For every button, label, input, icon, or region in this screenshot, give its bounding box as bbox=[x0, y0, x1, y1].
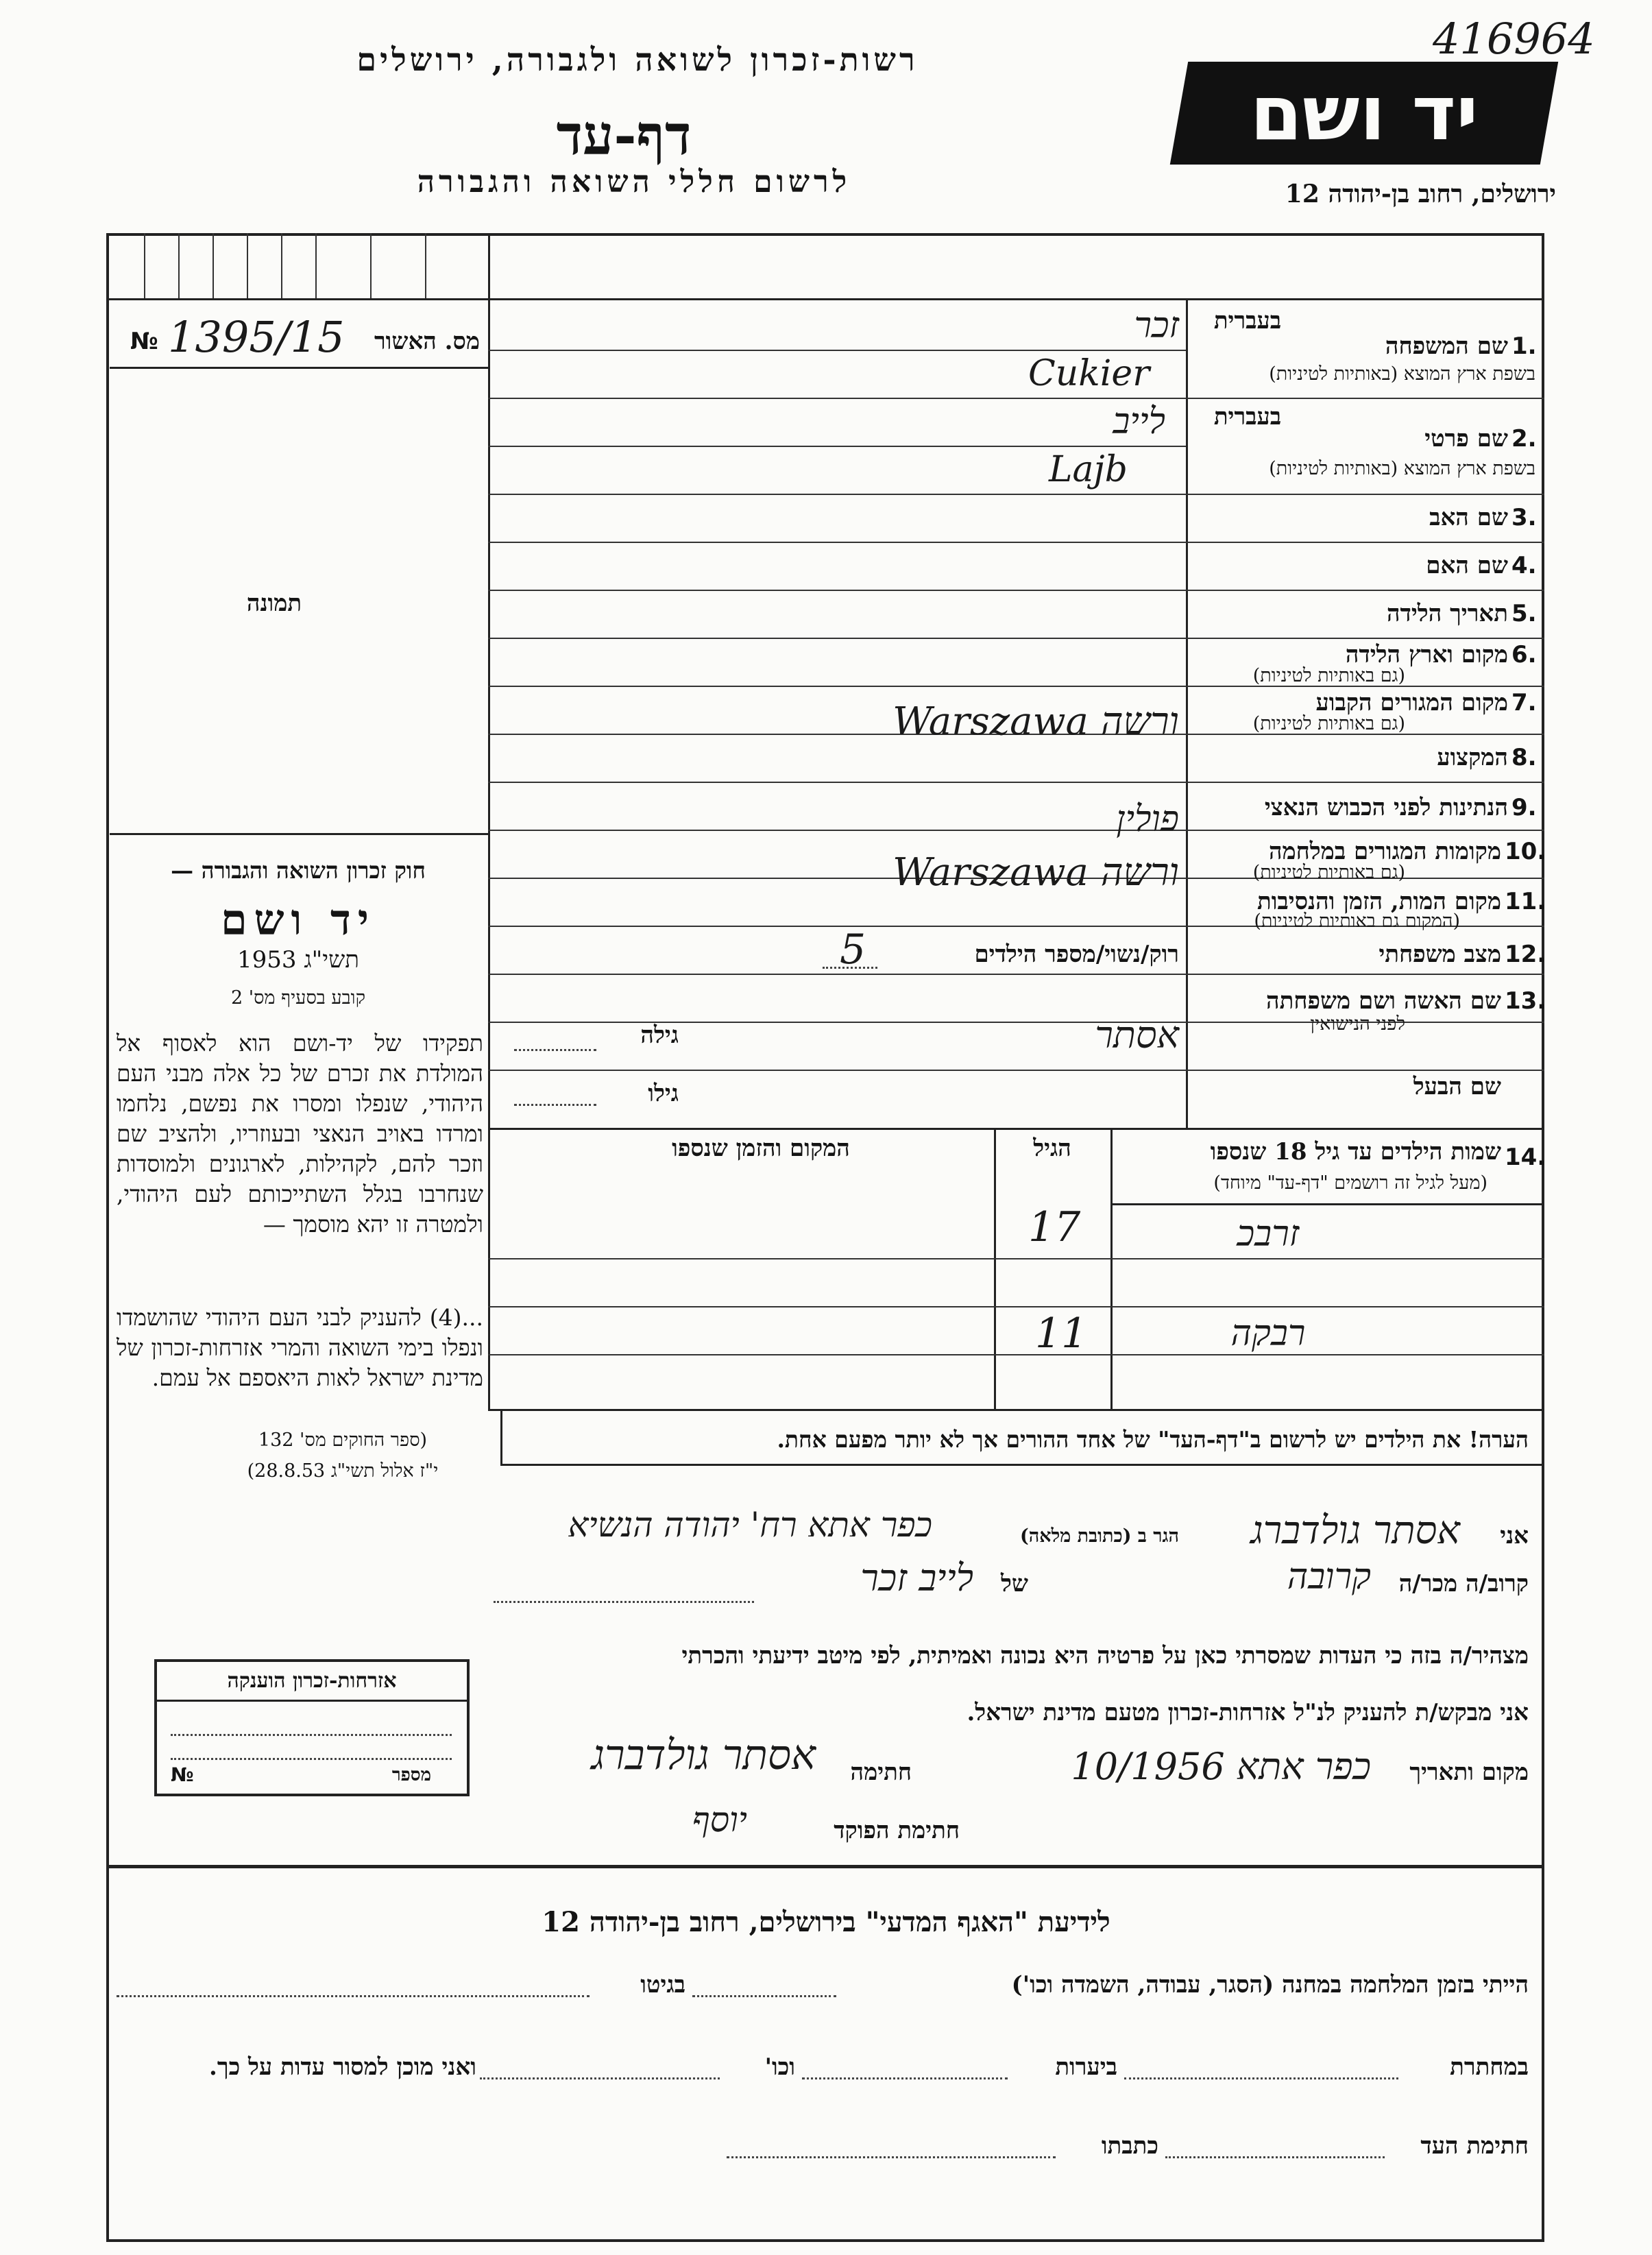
decl-place-date: כפר אתא 10/1956 bbox=[1071, 1745, 1371, 1788]
office-boxes bbox=[110, 233, 487, 298]
label-row-line bbox=[1186, 830, 1544, 831]
label-row-line bbox=[1186, 974, 1544, 975]
archive-number: 416964 bbox=[1433, 14, 1595, 64]
citizenship-no-mark: № bbox=[171, 1763, 194, 1786]
law-clause: קובע בסעיף מס' 2 bbox=[230, 987, 366, 1009]
law-para2: ...(4) להעניק לבני העם היהודי שהושמדו ונפלו בימי השואה והמרי אזרחות-זכרון של מדינת ישראל לאות היאספם אל עמם. bbox=[117, 1304, 483, 1391]
field-13-sub: לפני הנישואין bbox=[1310, 1013, 1405, 1035]
field-5-label: תאריך הלידה bbox=[1386, 600, 1508, 627]
field-7-sub: (גם באותיות לטיניות) bbox=[1252, 713, 1405, 734]
law-title: חוק זכרון השואה והגבורה — bbox=[171, 857, 426, 884]
field-2-label: שם פרטי bbox=[1424, 425, 1508, 453]
approval-line bbox=[110, 367, 488, 369]
field-2-number: 2. bbox=[1511, 425, 1537, 453]
children-row-line bbox=[488, 1306, 1544, 1307]
husband-label: שם הבעל bbox=[1413, 1073, 1501, 1100]
bottom-title: לידיעת "האגף המדעי" בירושלים, רחוב בן-יהודה 12 bbox=[542, 1906, 1110, 1938]
field-6-sub: (גם באותיות לטיניות) bbox=[1252, 665, 1405, 686]
law-para1: תפקידו של יד-ושם הוא לאסוף אל המולדת את זכרם של כל אלה מבני העם היהודי, שנפלו ומסרו את נפשם, נלחמו ומרדו באויב הנאצי ובעוזריו, ולהציב שם וזכר להם, לקהילות, לארגונים ולמוסדות שנחרבו בגלל השתייכותם לעם היהודי, ולמטרה זו יהא מוסמך — bbox=[117, 1030, 483, 1238]
bottom-line3-dots-a bbox=[1165, 2156, 1385, 2158]
approval-label: מס. האשור bbox=[374, 328, 480, 355]
form-title: דף-עד bbox=[556, 103, 692, 167]
row-line bbox=[488, 494, 1186, 495]
row-line bbox=[488, 1070, 1186, 1071]
label-row-line bbox=[1186, 494, 1544, 495]
children-label: שמות הילדים עד גיל 18 שנספו bbox=[1210, 1138, 1501, 1166]
field-12-count-line bbox=[823, 967, 877, 969]
label-row-line bbox=[1186, 590, 1544, 591]
field-13-label: שם האשה ושם משפחתה bbox=[1266, 987, 1501, 1015]
citizenship-title: אזרחות-זכרון הוענקה bbox=[227, 1669, 397, 1693]
bottom-line1-dots-a bbox=[692, 1995, 836, 1997]
authority-line: רשות-זכרון לשואה ולגבורה, ירושלים bbox=[356, 41, 919, 78]
row-line bbox=[488, 926, 1186, 927]
row-line bbox=[488, 686, 1186, 687]
law-date: י"ז אלול תשי"ג 28.8.53) bbox=[247, 1460, 439, 1482]
field-3-label: שם האב bbox=[1429, 504, 1508, 531]
decl-i-label: אני bbox=[1500, 1522, 1529, 1549]
decl-official-signature: יוסף bbox=[692, 1800, 747, 1840]
field-11-number: 11. bbox=[1505, 888, 1546, 915]
approval-no-mark: № bbox=[130, 328, 158, 355]
row-line bbox=[488, 350, 1186, 351]
field-2-hebrew-tag: בעברית bbox=[1213, 403, 1282, 431]
field-2-value-hebrew: לייב bbox=[1113, 401, 1165, 442]
decl-signature-label: חתימה bbox=[850, 1759, 912, 1786]
left-column-divider bbox=[488, 298, 490, 1409]
gilo-label: גילו bbox=[648, 1080, 679, 1107]
field-1-label: שם המשפחה bbox=[1385, 333, 1508, 360]
section-line-13 bbox=[488, 1128, 1544, 1130]
bottom-line1-dots-b bbox=[117, 1995, 590, 1997]
field-4-number: 4. bbox=[1511, 552, 1537, 579]
place-header: המקום והזמן שנספו bbox=[672, 1135, 850, 1162]
top-strip-line bbox=[106, 298, 1544, 300]
yad-vashem-logo bbox=[1170, 62, 1558, 165]
bottom-line3-dots-b bbox=[727, 2156, 1056, 2158]
children-row-line bbox=[488, 1354, 1544, 1355]
top-strip-divider bbox=[488, 233, 490, 298]
bottom-line2-a: במחתרת bbox=[1450, 2053, 1529, 2081]
field-12-number: 12. bbox=[1505, 941, 1546, 968]
field-13-value: אסתר bbox=[1095, 1013, 1179, 1057]
child-2-age: 11 bbox=[1035, 1310, 1088, 1358]
decl-request: אני מבקש/ת להעניק לנ"ל אזרחות-זכרון מטעם מדינת ישראל. bbox=[967, 1699, 1529, 1726]
of-person-line bbox=[494, 1601, 754, 1603]
field-1-sub: בשפת ארץ המוצא (באותיות לטיניות) bbox=[1269, 363, 1535, 385]
citizenship-line-2 bbox=[171, 1758, 452, 1760]
field-8-number: 8. bbox=[1511, 744, 1537, 771]
bottom-section-line bbox=[106, 1865, 1544, 1868]
field-5-number: 5. bbox=[1511, 600, 1537, 627]
law-source: (ספר החוקים מס' 132 bbox=[258, 1430, 428, 1451]
bottom-line1-a: הייתי בזמן המלחמה במחנה (הסגר, עבודה, השמדה וכו') bbox=[1011, 1971, 1529, 1999]
field-1-number: 1. bbox=[1511, 333, 1537, 360]
bottom-line2-dots-a bbox=[1124, 2077, 1398, 2079]
children-row-line bbox=[488, 1258, 1544, 1259]
bottom-line2-d: ואני מוכן למסור עדות על כך. bbox=[209, 2053, 476, 2081]
citizenship-number-label: מספר bbox=[391, 1765, 431, 1785]
gilo-line bbox=[514, 1104, 596, 1106]
row-line bbox=[488, 590, 1186, 591]
address: ירושלים, רחוב בן-יהודה 12 bbox=[1285, 180, 1556, 208]
field-12-label: מצב משפחתי bbox=[1378, 941, 1501, 968]
children-bottom-line bbox=[488, 1409, 1544, 1411]
bottom-line2-c: וכו' bbox=[764, 2053, 795, 2081]
child-2-name: רבקה bbox=[1230, 1313, 1306, 1354]
bottom-line3-b: כתבתו bbox=[1101, 2132, 1158, 2160]
field-2-sub: בשפת ארץ המוצא (באותיות לטיניות) bbox=[1269, 458, 1535, 479]
field-8-label: המקצוע bbox=[1437, 744, 1508, 771]
children-header-line bbox=[1110, 1203, 1544, 1205]
field-1-value-hebrew: זכר bbox=[1134, 305, 1179, 346]
field-1-value-latin: Cukier bbox=[1028, 353, 1150, 394]
field-9-label: הנתינות לפני הכבוש הנאצי bbox=[1264, 794, 1508, 821]
decl-resident-label: הגר ב (כתובת מלאה) bbox=[1019, 1526, 1179, 1547]
field-11-label: מקום המות, הזמן והנסיבות bbox=[1256, 888, 1501, 915]
note-text: הערה! את הילדים יש לרשום ב"דף-העד" של אחד ההורים אך לא יותר מפעם אחת. bbox=[777, 1426, 1529, 1453]
field-9-number: 9. bbox=[1511, 794, 1537, 821]
decl-of-label: של bbox=[1001, 1570, 1028, 1597]
row-line bbox=[488, 446, 1186, 447]
bottom-line2-b: ביערות bbox=[1055, 2053, 1117, 2081]
row-line bbox=[488, 638, 1186, 639]
field-13-gila-label: גילה bbox=[640, 1022, 679, 1049]
decl-official-label: חתימת הפוקד bbox=[834, 1817, 960, 1844]
decl-relation: קרובה bbox=[1287, 1556, 1371, 1597]
field-6-number: 6. bbox=[1511, 641, 1537, 668]
field-10-value: ורשה Warszawa bbox=[892, 850, 1179, 895]
label-row-line bbox=[1186, 638, 1544, 639]
field-3-number: 3. bbox=[1511, 504, 1537, 531]
bottom-line3-a: חתימת העד bbox=[1420, 2132, 1529, 2160]
field-7-value: ורשה Warszawa bbox=[892, 699, 1179, 744]
citizenship-line-1 bbox=[171, 1734, 452, 1736]
age-header: הגיל bbox=[1033, 1135, 1071, 1162]
decl-signature: אסתר גולדברג bbox=[591, 1731, 816, 1779]
child-1-name: זרבכ bbox=[1237, 1214, 1300, 1255]
field-9-value: פולין bbox=[1116, 799, 1179, 840]
logo-text: יד ושם bbox=[1250, 69, 1479, 157]
field-14-number: 14. bbox=[1505, 1144, 1546, 1171]
field-12-status-options: רוק/נשוי/מספר הילדים bbox=[974, 941, 1179, 968]
field-1-hebrew-tag: בעברית bbox=[1213, 307, 1282, 335]
field-10-sub: (גם באותיות לטיניות) bbox=[1252, 862, 1405, 883]
children-sub: (מעל לגיל זה רושמים "דף-עד" מיוחד) bbox=[1213, 1172, 1487, 1194]
bottom-line1-b: בגיטו bbox=[640, 1971, 685, 1999]
field-10-number: 10. bbox=[1505, 838, 1546, 865]
label-row-line bbox=[1186, 398, 1544, 399]
row-line bbox=[488, 782, 1186, 783]
row-line bbox=[488, 398, 1186, 399]
child-1-age: 17 bbox=[1028, 1203, 1081, 1251]
label-row-line bbox=[1186, 1070, 1544, 1071]
label-row-line bbox=[1186, 542, 1544, 543]
gila-line bbox=[514, 1049, 596, 1051]
row-line bbox=[488, 974, 1186, 975]
age-column-divider-left bbox=[994, 1128, 996, 1409]
citizenship-box bbox=[154, 1659, 470, 1796]
field-2-value-latin: Lajb bbox=[1049, 449, 1128, 490]
bottom-line2-dots-c bbox=[480, 2077, 720, 2079]
field-7-number: 7. bbox=[1511, 689, 1537, 716]
form-subtitle: לרשום חללי השואה והגבורה bbox=[417, 165, 851, 200]
decl-place-date-label: מקום ותאריך bbox=[1409, 1759, 1529, 1786]
law-year: תשי"ג 1953 bbox=[237, 946, 359, 974]
label-row-line bbox=[1186, 782, 1544, 783]
decl-declarant: אסתר גולדברג bbox=[1250, 1508, 1460, 1553]
field-10-label: מקומות המגורים במלחמה bbox=[1268, 838, 1501, 865]
field-12-children-count: 5 bbox=[840, 926, 866, 974]
law-name: יד ושם bbox=[220, 895, 376, 945]
decl-statement: מצהיר/ה בזה כי העדות שמסרתי כאן על פרטיה היא נכונה ואמיתית, לפי מיטב ידיעתי והכרתי bbox=[681, 1642, 1529, 1669]
approval-number: 1395/15 bbox=[168, 312, 345, 362]
bottom-line2-dots-b bbox=[802, 2077, 1008, 2079]
age-column-divider bbox=[1110, 1128, 1113, 1409]
label-column-divider bbox=[1186, 298, 1188, 1128]
field-7-label: מקום המגורים הקבוע bbox=[1315, 689, 1508, 716]
field-4-label: שם האם bbox=[1426, 552, 1508, 579]
row-line bbox=[488, 542, 1186, 543]
note-left-bracket bbox=[500, 1409, 502, 1464]
decl-of-person: לייב זכר bbox=[860, 1556, 973, 1600]
field-11-sub: (המקום גם באותיות לטיניות) bbox=[1254, 911, 1460, 932]
decl-address: כפר אתא רח' יהודה הנשיא bbox=[568, 1505, 932, 1545]
field-13-number: 13. bbox=[1505, 987, 1546, 1015]
note-line bbox=[500, 1464, 1544, 1466]
photo-bottom-line bbox=[110, 833, 488, 835]
photo-label: תמונה bbox=[246, 590, 302, 617]
decl-relation-label: קרוב/ה מכר/ה bbox=[1398, 1570, 1529, 1597]
field-6-label: מקום וארץ הלידה bbox=[1345, 641, 1508, 668]
